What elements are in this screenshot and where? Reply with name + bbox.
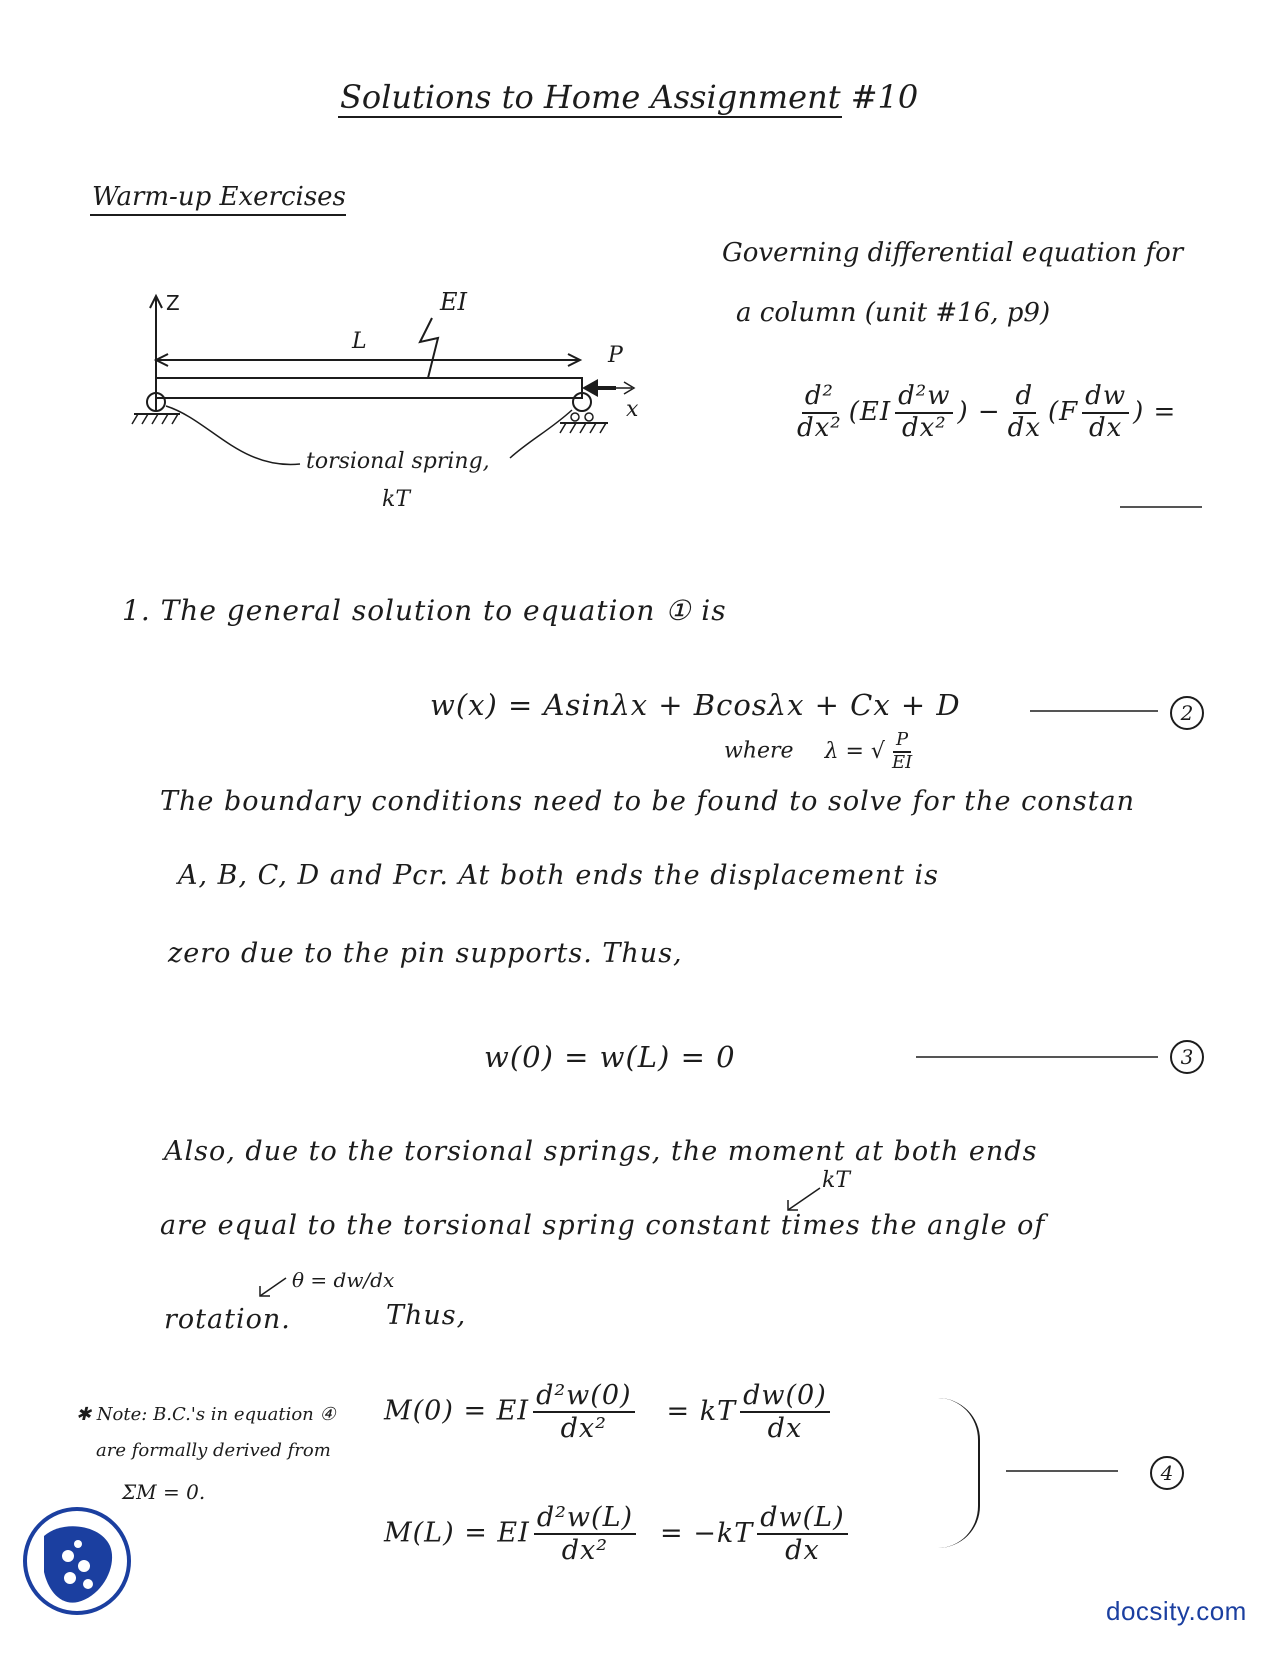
frac-d2wL-dx2: $\frac{\text{d²w(L)}}{\text{dx²}}$ (534, 1502, 636, 1566)
eq-3-marker: 3 (1170, 1040, 1204, 1074)
spring-leader-left (166, 406, 300, 464)
beam (156, 378, 582, 398)
ei-leader (420, 318, 438, 378)
title-underline (338, 116, 842, 118)
governing-equation: $\frac{\text{d²}}{\text{dx²}}$ (EI $\frac{\text{d²w}}{\text{dx²}}$ ) − $\frac{d}{dx}$ (F $\frac{dw}{dx}$ ) = (790, 382, 1176, 444)
bc-group-bracket (938, 1398, 980, 1548)
frac-dw-dx: $\frac{dw}{dx}$ (1082, 382, 1129, 444)
frac-d2-dx2: $\frac{\text{d²}}{\text{dx²}}$ (797, 381, 842, 443)
governing-text-line-2: a column (unit #16, p9) (736, 298, 1051, 328)
z-axis-label: Z (166, 291, 180, 315)
theta-annotation: θ = dw/dx (292, 1268, 395, 1292)
paragraph-2-line-1: Also, due to the torsional springs, the moment at both ends (164, 1136, 1038, 1167)
right-roller-2 (585, 413, 593, 421)
general-solution: w(x) = Asinλx + Bcosλx + Cx + D (430, 688, 961, 722)
ei-label: EI (440, 288, 467, 316)
right-ground-hatch (560, 423, 606, 433)
moment-bc-left: M(0) = EI $\frac{\text{d²w(0)}}{\text{dx²}}$ = kT $\frac{dw(0)}{dx}$ (384, 1380, 834, 1444)
eq4-rule (1006, 1470, 1118, 1472)
frac-dwL-dx: $\frac{dw(L)}{dx}$ (757, 1502, 847, 1566)
eq2-rule (1030, 710, 1158, 712)
paragraph-2-line-2: are equal to the torsional spring constant times the angle of (160, 1210, 1046, 1241)
eq-2-marker: 2 (1170, 696, 1204, 730)
right-roller-1 (571, 413, 579, 421)
frac-dw0-dx: $\frac{dw(0)}{dx}$ (740, 1380, 830, 1444)
kt-label: kT (382, 487, 411, 512)
page-title: Solutions to Home Assignment #10 (340, 78, 919, 116)
problem-1-intro: 1. The general solution to equation ① is (122, 594, 727, 627)
eq-4-marker: 4 (1150, 1456, 1184, 1490)
frac-d-dx: $\frac{d}{dx}$ (1007, 381, 1041, 443)
section-heading: Warm-up Exercises (92, 182, 346, 212)
length-label: L (352, 329, 367, 354)
frac-d2w-dx2: $\frac{\text{d²w}}{\text{dx²}}$ (895, 382, 953, 444)
load-label: P (608, 343, 623, 368)
docsity-brand-link[interactable]: docsity.com (1106, 1596, 1247, 1626)
frac-d2w0-dx2: $\frac{\text{d²w(0)}}{\text{dx²}}$ (533, 1380, 634, 1444)
spring-leader-right (510, 410, 572, 458)
paragraph-2-line-3-a: rotation. (164, 1304, 291, 1335)
side-note-line-2: are formally derived from (96, 1440, 331, 1461)
paragraph-1-line-2: A, B, C, D and Pcr. At both ends the displacement is (178, 860, 940, 891)
paragraph-1-line-1: The boundary conditions need to be found to solve for the constan (160, 786, 1136, 817)
governing-eqnum-rule (1120, 506, 1202, 508)
column-diagram (120, 280, 680, 530)
paragraph-2-line-3-b: Thus, (386, 1300, 467, 1331)
kt-annotation: kT (822, 1168, 851, 1193)
x-axis-label: x (626, 397, 639, 422)
governing-text-line-1: Governing differential equation for (722, 238, 1184, 268)
spring-label: torsional spring, (306, 449, 490, 474)
bc-displacement: w(0) = w(L) = 0 (484, 1040, 736, 1074)
lambda-definition: where λ = √ $\frac{P}{EI}$ (724, 730, 919, 773)
eq3-rule (916, 1056, 1158, 1058)
docsity-logo-icon (22, 1506, 132, 1616)
side-note-line-1: ✱ Note: B.C.'s in equation ④ (76, 1404, 336, 1425)
theta-annotation-arrow (254, 1274, 290, 1300)
moment-bc-right: M(L) = EI $\frac{\text{d²w(L)}}{\text{dx²}}$ = −kT $\frac{dw(L)}{dx}$ (384, 1502, 852, 1566)
paragraph-1-line-3: zero due to the pin supports. Thus, (168, 938, 683, 969)
frac-p-ei: $\frac{P}{EI}$ (891, 729, 913, 773)
side-note-line-3: ΣM = 0. (122, 1480, 206, 1504)
left-ground-hatch (132, 414, 178, 424)
section-underline (90, 214, 346, 216)
